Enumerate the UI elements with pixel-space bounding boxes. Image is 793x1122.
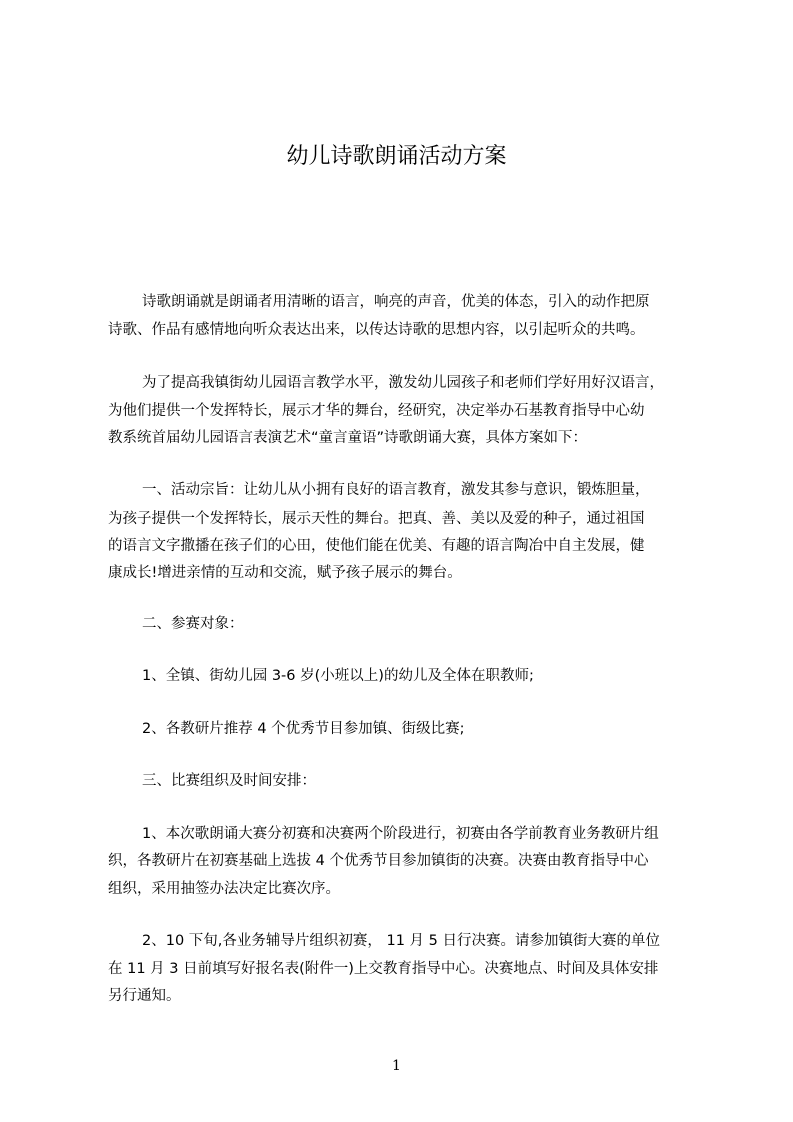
section1-line-4: 康成长!增进亲情的互动和交流，赋予孩子展示的舞台。	[108, 565, 462, 581]
section3-item1-line-3: 组织，采用抽签办法决定比赛次序。	[108, 881, 340, 897]
section1-line-1: 一、活动宗旨：让幼儿从小拥有良好的语言教育，激发其参与意识，锻炼胆量，	[142, 482, 650, 498]
section3-item1-line-2: 织，各教研片在初赛基础上选拔 4 个优秀节目参加镇街的决赛。决赛由教育指导中心	[108, 853, 649, 869]
page-number: 1	[392, 1058, 401, 1074]
section1-line-3: 的语言文字撒播在孩子们的心田，使他们能在优美、有趣的语言陶冶中自主发展，健	[108, 538, 645, 554]
intro-line-1: 诗歌朗诵就是朗诵者用清晰的语言，响亮的声音，优美的体态，引入的动作把原	[142, 294, 650, 310]
section3-item2-line-2: 在 11 月 3 日前填写好报名表(附件一)上交教育指导中心。决赛地点、时间及具体安排	[108, 961, 659, 977]
section2-item-1: 1、全镇、街幼儿园 3-6 岁(小班以上)的幼儿及全体在职教师;	[142, 668, 534, 684]
section1-line-2: 为孩子提供一个发挥特长，展示天性的舞台。把真、善、美以及爱的种子，通过祖国	[108, 511, 645, 527]
section3-item2-line-1: 2、10 下旬,各业务辅导片组织初赛， 11 月 5 日行决赛。请参加镇街大赛的单位	[142, 933, 661, 949]
section2-heading: 二、参赛对象：	[142, 616, 244, 632]
purpose-line-1: 为了提高我镇街幼儿园语言教学水平，激发幼儿园孩子和老师们学好用好汉语言，	[142, 375, 664, 391]
section3-heading: 三、比赛组织及时间安排：	[142, 773, 316, 789]
purpose-line-3: 教系统首届幼儿园语言表演艺术“童言童语”诗歌朗诵大赛，具体方案如下：	[108, 430, 588, 446]
intro-line-2: 诗歌、作品有感情地向听众表达出来，以传达诗歌的思想内容，以引起听众的共鸣。	[108, 322, 645, 338]
page-title: 幼儿诗歌朗诵活动方案	[286, 144, 507, 169]
section3-item1-line-1: 1、本次歌朗诵大赛分初赛和决赛两个阶段进行，初赛由各学前教育业务教研片组	[142, 826, 659, 842]
purpose-line-2: 为他们提供一个发挥特长，展示才华的舞台，经研究，决定举办石基教育指导中心幼	[108, 403, 645, 419]
section2-item-2: 2、各教研片推荐 4 个优秀节目参加镇、街级比赛;	[142, 721, 465, 737]
section3-item2-line-3: 另行通知。	[108, 988, 181, 1004]
